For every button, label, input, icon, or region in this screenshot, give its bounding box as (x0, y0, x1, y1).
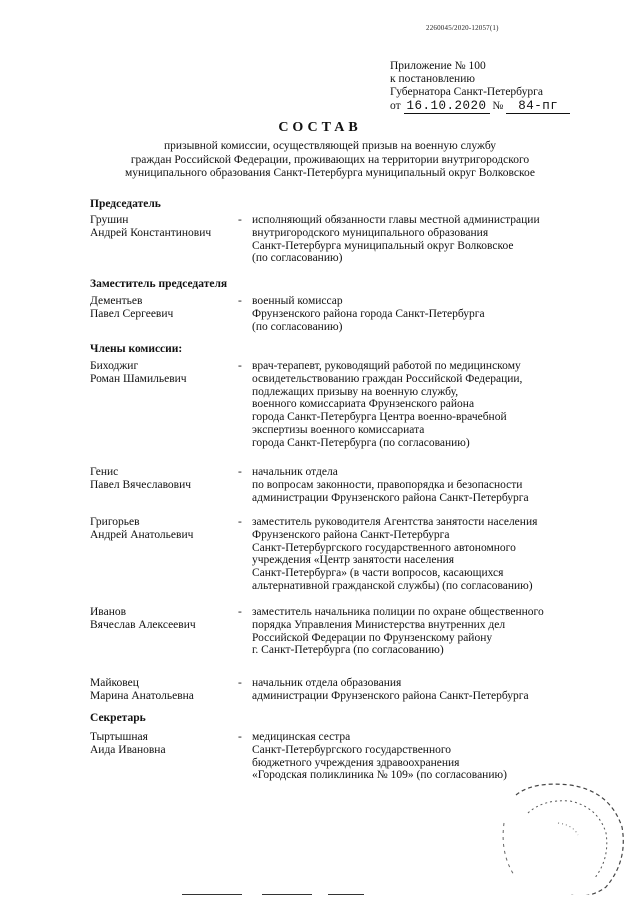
surname: Биходжиг (90, 360, 139, 372)
position-line: врач-терапевт, руководящий работой по медицинскому (252, 360, 521, 372)
position-line: заместитель начальника полиции по охране общественного (252, 606, 544, 618)
given-names: Марина Анатольевна (90, 690, 194, 702)
subtitle-line: призывной комиссии, осуществляющей призыв на военную службу (164, 140, 496, 152)
surname: Генис (90, 466, 119, 478)
subtitle-line: муниципального образования Санкт-Петербурга муниципальный округ Волковское (124, 167, 535, 179)
position-line: заместитель руководителя Агентства занятости населения (252, 516, 538, 528)
separator-dash: - (238, 731, 242, 743)
position-line: города Санкт-Петербурга (по согласованию) (252, 436, 470, 449)
given-names: Вячеслав Алексеевич (90, 619, 196, 631)
given-names: Аида Ивановна (90, 744, 166, 756)
position-line: города Санкт-Петербурга Центра военно-врачебной (252, 411, 507, 424)
document-subtitle (70, 140, 590, 181)
separator-dash: - (238, 677, 242, 689)
person-position (252, 731, 592, 782)
decree-number: 84-пг (506, 100, 570, 114)
position-line: бюджетного учреждения здравоохранения (252, 756, 460, 769)
given-names: Павел Вячеславович (90, 479, 192, 491)
decree-date: 16.10.2020 (404, 100, 490, 114)
position-line: исполняющий обязанности главы местной администрации (252, 214, 540, 226)
person-name (90, 516, 240, 542)
surname: Грушин (90, 214, 129, 226)
person-position (252, 360, 592, 450)
position-line: внутригородского муниципального образования (252, 226, 489, 239)
position-line: администрации Фрунзенского района Санкт-Петербурга (252, 491, 529, 504)
position-line: экспертизы военного комиссариата (252, 423, 425, 436)
person-position (252, 466, 592, 504)
position-line: военный комиссар (252, 295, 343, 307)
position-line: Санкт-Петербургского государственного автономного (252, 541, 516, 554)
appendix-authority: Губернатора Санкт-Петербурга (390, 86, 543, 98)
surname: Тыртышная (90, 731, 148, 743)
given-names: Андрей Анатольевич (90, 529, 194, 541)
position-line: «Городская поликлиника № 109» (по согласованию) (252, 769, 507, 782)
given-names: Павел Сергеевич (90, 308, 174, 320)
position-line: освидетельствованию граждан Российской Федерации, (252, 372, 523, 385)
given-names: Роман Шамильевич (90, 373, 187, 385)
position-line: Фрунзенского района Санкт-Петербурга (252, 528, 450, 541)
surname: Дементьев (90, 295, 143, 307)
position-line: администрации Фрунзенского района Санкт-Петербурга (252, 689, 529, 702)
person-name (90, 214, 240, 240)
position-line: военного комиссариата Фрунзенского района (252, 398, 475, 411)
footer-rule (182, 894, 242, 895)
footer-rule (262, 894, 312, 895)
separator-dash: - (238, 295, 242, 307)
section-members: Члены комиссии: (90, 343, 183, 355)
position-line: порядка Управления Министерства внутренних дел (252, 618, 506, 631)
position-line: начальник отдела образования (252, 677, 402, 689)
appendix-ref: к постановлению (390, 73, 475, 85)
position-line: учреждения «Центр занятости населения (252, 554, 455, 567)
surname: Майковец (90, 677, 139, 689)
position-line: Санкт-Петербурга муниципальный округ Волковское (252, 239, 514, 252)
person-name (90, 606, 240, 632)
separator-dash: - (238, 516, 242, 528)
section-deputy: Заместитель председателя (90, 278, 228, 290)
separator-dash: - (238, 214, 242, 226)
person-name (90, 295, 240, 321)
separator-dash: - (238, 360, 242, 372)
separator-dash: - (238, 466, 242, 478)
person-position (252, 214, 592, 265)
person-name (90, 731, 240, 757)
position-line: Фрунзенского района города Санкт-Петербурга (252, 307, 485, 320)
position-line: г. Санкт-Петербурга (по согласованию) (252, 644, 444, 657)
appendix-date-line (390, 100, 570, 114)
person-name (90, 677, 240, 703)
surname: Иванов (90, 606, 127, 618)
document-id: 2260045/2020-12057(1) (426, 24, 499, 32)
position-line: медицинская сестра (252, 731, 351, 743)
date-prefix: от (390, 100, 401, 112)
appendix-block (390, 60, 570, 114)
person-position (252, 516, 592, 593)
appendix-number: Приложение № 100 (390, 60, 486, 72)
seal-stamp-icon (498, 783, 628, 895)
footer-rule (328, 894, 364, 895)
person-position (252, 606, 592, 657)
subtitle-line: граждан Российской Федерации, проживающих на территории внутригородского (130, 153, 530, 166)
number-sign: № (492, 100, 504, 112)
person-name (90, 466, 240, 492)
section-secretary: Секретарь (90, 712, 146, 724)
position-line: Санкт-Петербургского государственного (252, 743, 452, 756)
position-line: подлежащих призыву на военную службу, (252, 385, 459, 398)
section-chairman: Председатель (90, 198, 161, 210)
position-line: Российской Федерации по Фрунзенскому району (252, 631, 493, 644)
separator-dash: - (238, 606, 242, 618)
position-line: начальник отдела (252, 466, 338, 478)
document-title: СОСТАВ (278, 120, 362, 135)
position-line: по вопросам законности, правопорядка и безопасности (252, 478, 523, 491)
position-line: альтернативной гражданской службы) (по согласованию) (252, 579, 533, 592)
position-line: (по согласованию) (252, 320, 343, 333)
position-line: Санкт-Петербурга» (в части вопросов, касающихся (252, 567, 504, 580)
surname: Григорьев (90, 516, 140, 528)
position-line: (по согласованию) (252, 252, 343, 265)
person-name (90, 360, 240, 386)
person-position (252, 677, 592, 703)
given-names: Андрей Константинович (90, 227, 212, 239)
person-position (252, 295, 592, 333)
